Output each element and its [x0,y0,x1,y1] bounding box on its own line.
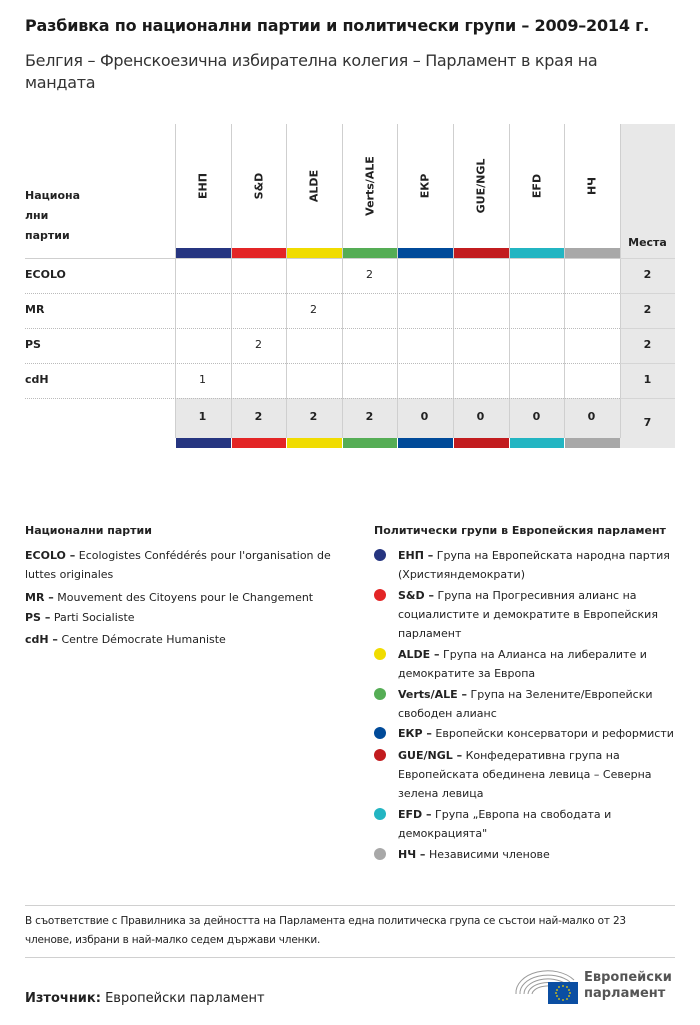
group-dot-icon [374,688,386,700]
column-header: S&D [252,172,265,200]
column-header: НЧ [585,176,599,196]
footnote: В съответствие с Правилника за дейността на Парламента една политическа група се състои най-малко от 23 членове, избрани в най-малко седем държави членки. [25,915,626,946]
grid-line [25,363,620,364]
group-color-bar [343,248,397,258]
grid-line [620,258,675,259]
column-total: 0 [420,410,429,423]
table-cell: 2 [366,268,373,281]
group-color-bar [176,248,231,258]
row-seats: 2 [643,268,652,281]
grid-line [620,293,675,294]
column-total: 2 [254,410,263,423]
party-row-label: cdH [25,373,49,386]
source-value: Европейски парламент [105,991,265,1006]
hemicycle-icon [514,966,582,1006]
group-color-bar [232,248,286,258]
party-row-label: MR [25,303,45,316]
national-party-item: cdH – Centre Démocrate Humaniste [25,633,226,646]
group-color-bar [565,438,620,448]
grid-line [620,363,675,364]
national-party-item: MR – Mouvement des Citoyens pour le Changement [25,591,314,604]
group-color-bar [510,438,564,448]
grid-line [620,124,621,438]
group-color-bar [454,438,509,448]
national-parties-title: Национални партии [25,524,152,537]
seats-column-bg [620,124,675,448]
row-seats: 1 [643,373,652,386]
column-total: 0 [476,410,485,423]
column-header: ЕНП [196,173,210,199]
page-subtitle: Белгия – Френскоезична избирателна колегия – Парламент в края на мандата [25,51,598,92]
row-seats: 2 [643,338,652,351]
group-dot-icon [374,727,386,739]
grid-line [620,398,675,399]
group-dot-icon [374,589,386,601]
group-dot-icon [374,648,386,660]
seats-header: Места [628,236,667,249]
group-color-bar [565,248,620,258]
table-cell: 2 [255,338,262,351]
group-color-bar [232,438,286,448]
source-label: Източник: [25,991,101,1006]
group-dot-icon [374,549,386,561]
column-total: 2 [365,410,374,423]
group-color-bar [510,248,564,258]
column-header: ALDE [307,169,321,203]
page-title: Разбивка по национални партии и политически групи – 2009–2014 г. [25,16,650,35]
group-color-bar [176,438,231,448]
group-color-bar [287,438,342,448]
column-total: 1 [198,410,207,423]
column-total: 2 [309,410,318,423]
logo-text: Европейски парламент [584,970,672,1001]
group-color-bar [343,438,397,448]
grid-line [25,293,620,294]
group-dot-icon [374,808,386,820]
group-color-bar [398,248,453,258]
divider [25,957,675,958]
row-seats: 2 [643,303,652,316]
party-row-label: PS [25,338,41,351]
column-total: 0 [587,410,596,423]
political-groups-title: Политически групи в Европейския парламент [374,524,666,537]
grid-line [25,328,620,329]
grid-line [25,398,620,399]
group-color-bar [454,248,509,258]
column-total: 0 [532,410,541,423]
source [25,991,265,1006]
group-dot-icon [374,848,386,860]
column-header: EFD [530,173,543,199]
divider [25,905,675,906]
party-row-label: ECOLO [25,268,66,281]
group-dot-icon [374,749,386,761]
column-header: ЕКР [418,173,432,199]
column-header: Verts/ALE [363,156,376,216]
grid-line [620,328,675,329]
row-header: Национа лни партии [25,189,81,242]
grid-line [25,258,620,259]
grand-total: 7 [643,416,652,429]
column-header: GUE/NGL [474,158,488,214]
group-color-bar [287,248,342,258]
group-color-bar [398,438,453,448]
national-party-item: ECOLO – Ecologistes Confédérés pour l'organisation de luttes originales [25,549,331,581]
table-cell: 2 [310,303,317,316]
ep-logo [514,966,684,1006]
table-cell: 1 [199,373,206,386]
national-party-item: PS – Parti Socialiste [25,611,135,624]
